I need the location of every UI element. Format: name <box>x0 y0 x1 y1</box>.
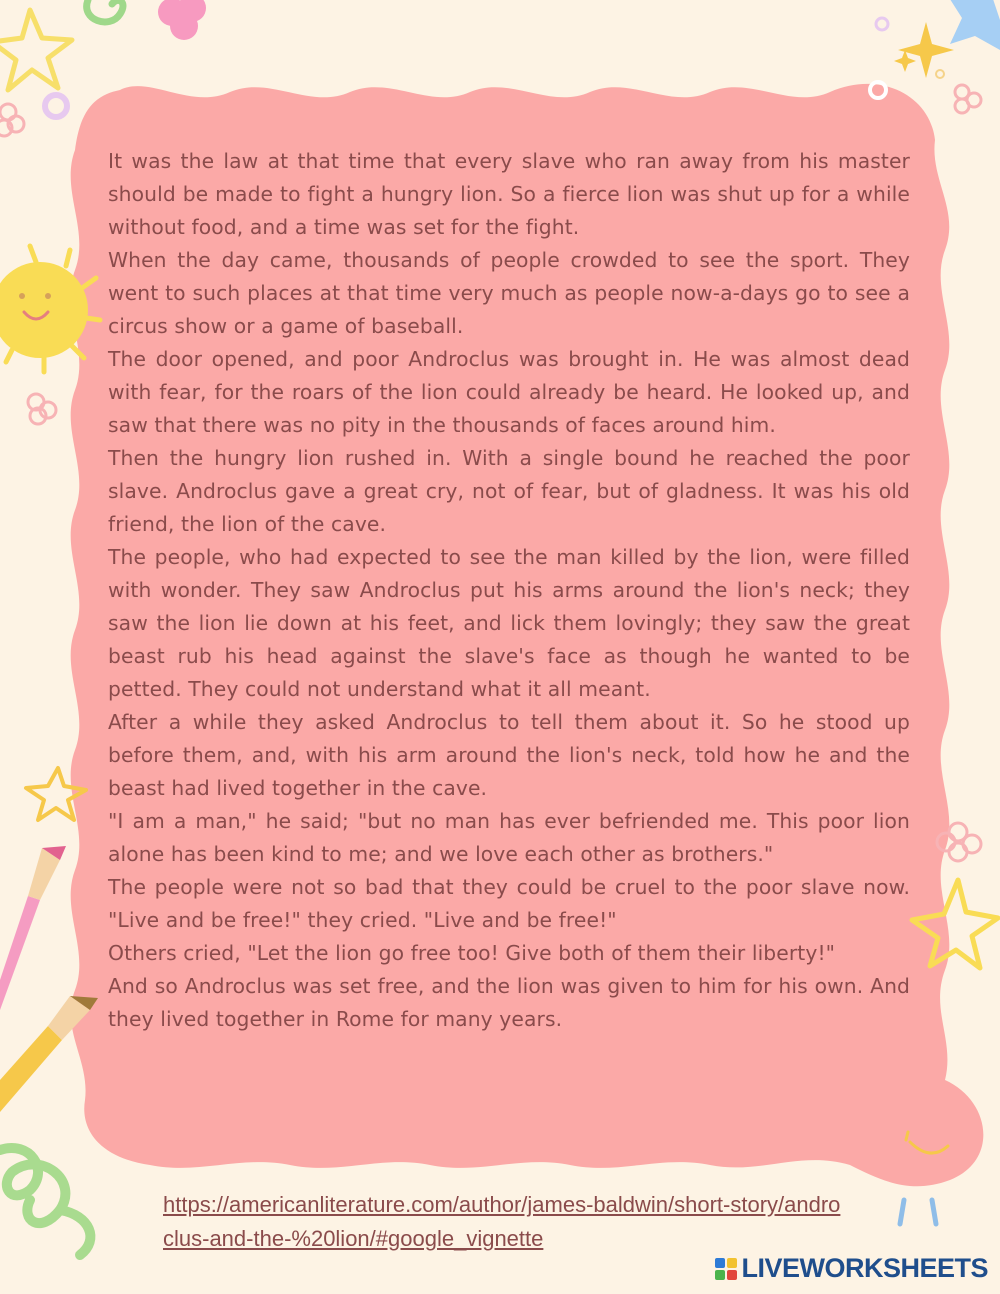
star-icon <box>0 10 72 90</box>
source-link[interactable]: https://americanliterature.com/author/james-baldwin/short-story/androclus-and-the-%20lion/#google_vignette <box>163 1192 841 1251</box>
story-paragraph-3: The door opened, and poor Androclus was brought in. He was almost dead with fear, for the roars of the lion could already be heard. He looked up, and saw that there was no pity in the thousands of faces around him. <box>108 347 910 437</box>
story-paragraph-2: When the day came, thousands of people crowded to see the sport. They went to such places at that time very much as people now-a-days go to see a circus show or a game of baseball. <box>108 248 910 338</box>
flower-icon <box>28 394 56 424</box>
sparkle-icon <box>894 22 954 78</box>
story-paragraph-4: Then the hungry lion rushed in. With a single bound he reached the poor slave. Androclus gave a great cry, not of fear, but of gladness. It was his old friend, the lion of the cave. <box>108 446 910 536</box>
story-paragraph-5: The people, who had expected to see the man killed by the lion, were filled with wonder. They saw Androclus put his arms around the lion's neck; they saw the lion lie down at his feet, and lick them lovingly; they saw the great beast rub his head against the slave's face as though he wanted to be petted. They could not understand what it all meant. <box>108 545 910 701</box>
liveworksheets-brand[interactable] <box>715 1253 988 1284</box>
ring-icon <box>936 70 944 78</box>
star-icon <box>948 0 1000 50</box>
swirl-icon <box>0 1148 90 1255</box>
swirl-icon <box>87 0 123 22</box>
story-paragraph-8: The people were not so bad that they could be cruel to the poor slave now. "Live and be free!" they cried. "Live and be free!" <box>108 875 910 932</box>
story-paragraph-1: It was the law at that time that every slave who ran away from his master should be made to fight a hungry lion. So a fierce lion was shut up for a while without food, and a time was set for the fight. <box>108 149 910 239</box>
flower-icon <box>0 104 24 136</box>
flower-icon <box>955 85 981 113</box>
story-paragraph-7: "I am a man," he said; "but no man has ever befriended me. This poor lion alone has been kind to me; and we love each other as brothers." <box>108 809 910 866</box>
story-paragraph-6: After a while they asked Androclus to tell them about it. So he stood up before them, and, with his arm around the lion's neck, told how he and the beast had lived together in the cave. <box>108 710 910 800</box>
ring-icon <box>45 95 67 117</box>
brand-name: LIVEWORKSHEETS <box>741 1253 988 1283</box>
story-paragraph-10: And so Androclus was set free, and the lion was given to him for his own. And they lived together in Rome for many years. <box>108 974 910 1031</box>
flower-icon <box>158 0 206 40</box>
story-paragraph-9: Others cried, "Let the lion go free too! Give both of them their liberty!" <box>108 941 836 965</box>
ring-icon <box>876 18 888 30</box>
liveworksheets-logo-icon <box>715 1258 737 1280</box>
story-text <box>108 145 910 1036</box>
pencil-icon <box>0 846 66 1010</box>
